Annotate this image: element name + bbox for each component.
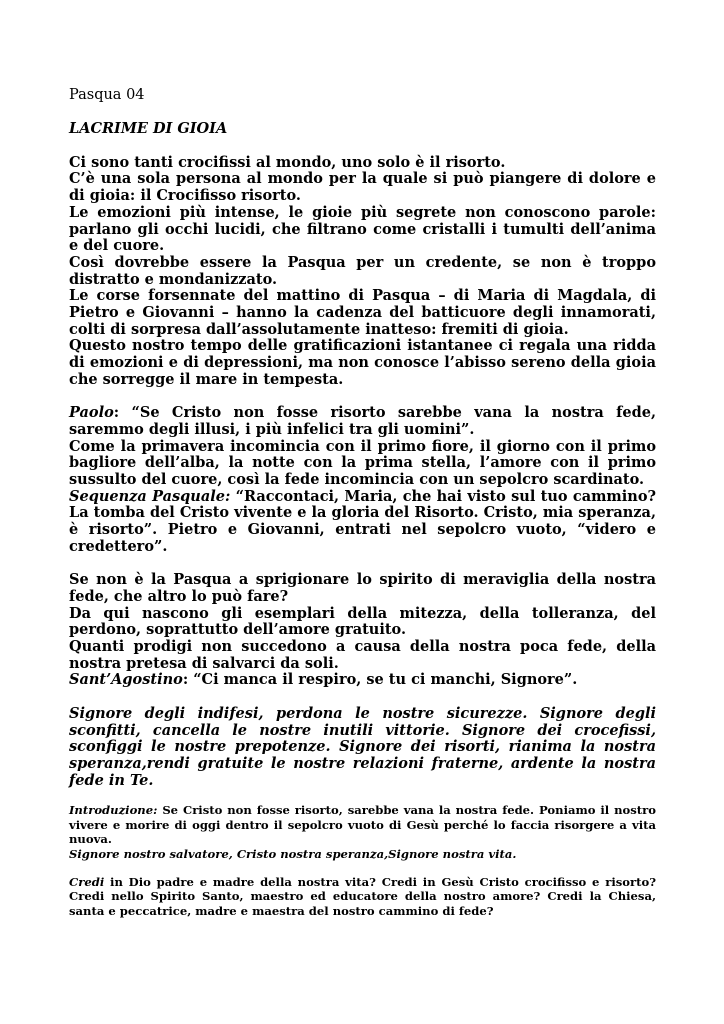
- sequenza-text: “Raccontaci, Maria, che hai visto sul tuo cammino? La tomba del Cristo vivente e la gloria del Risorto. Cristo, mia speranza, è risorto”. Pietro e Giovanni, entrati nel sepolcro vuoto, “videro e credettero”.: [69, 487, 656, 555]
- paragraph: Le corse forsennate del mattino di Pasqua – di Maria di Magdala, di Pietro e Giovanni – hanno la cadenza del batticuore degli innamorati, colti di sorpresa dall’assolutamente inatteso: fremiti di gioia.: [69, 287, 656, 338]
- sequenza-quote: [69, 489, 656, 556]
- paolo-label: Paolo: [69, 404, 114, 422]
- section-quotes: [69, 405, 656, 555]
- paolo-quote: [69, 405, 656, 438]
- section-liturgy-intro: [69, 803, 656, 861]
- credo-paragraph: [69, 875, 656, 918]
- section-wonder: [69, 572, 656, 689]
- introduzione-label: Introduzione:: [69, 803, 158, 818]
- paragraph: Le emozioni più intense, le gioie più segrete non conoscono parole: parlano gli occhi lucidi, che filtrano come cristalli i tumulti dell’anima e del cuore.: [69, 203, 656, 255]
- agostino-label: Sant’Agostino: [69, 671, 183, 689]
- introduzione-response: Signore nostro salvatore, Cristo nostra speranza,Signore nostra vita.: [69, 846, 517, 861]
- agostino-text: : “Ci manca il respiro, se tu ci manchi, Signore”.: [182, 671, 578, 689]
- paragraph: Se non è la Pasqua a sprigionare lo spirito di meraviglia della nostra fede, che altro lo può fare?: [69, 571, 656, 605]
- paolo-text: : “Se Cristo non fosse risorto sarebbe vana la nostra fede, saremmo degli illusi, i più infelici tra gli uomini”.: [69, 404, 656, 438]
- paragraph: Così dovrebbe essere la Pasqua per un credente, se non è troppo distratto e mondanizzato.: [69, 253, 656, 288]
- sequenza-label: Sequenza Pasquale:: [69, 487, 231, 505]
- paragraph: Ci sono tanti crocifissi al mondo, uno solo è il risorto.: [69, 153, 506, 171]
- paragraph: Quanti prodigi non succedono a causa della nostra poca fede, della nostra pretesa di salvarci da soli.: [69, 638, 656, 672]
- document-title: LACRIME DI GIOIA: [69, 120, 228, 137]
- paragraph: Come la primavera incomincia con il primo fiore, il giorno con il primo bagliore dell’alba, la notte con la prima stella, l’amore con il primo sussulto del cuore, così la fede incomincia con un sepolcro scardinato.: [69, 437, 656, 489]
- paragraph: Da qui nascono gli esemplari della mitezza, della tolleranza, del perdono, soprattutto dell’amore gratuito.: [69, 604, 656, 639]
- credo-text: in Dio padre e madre della nostra vita? Credi in Gesù Cristo crocifisso e risorto? Credi nello Spirito Santo, maestro ed educatore della nostro amore? Credi la Chiesa, santa e peccatrice, madre e maestra del nostro cammino di fede?: [69, 874, 656, 918]
- document-header: Pasqua 04: [69, 87, 145, 103]
- paragraph: C’è una sola persona al mondo per la quale si può piangere di dolore e di gioia: il Crocifisso risorto.: [69, 170, 656, 205]
- section-intro-reflection: [69, 155, 656, 389]
- introduzione-paragraph: [69, 803, 656, 846]
- agostino-quote: [69, 672, 656, 689]
- prayer-paragraph: Signore degli indifesi, perdona le nostre sicurezze. Signore degli sconfitti, cancella le nostre inutili vittorie. Signore dei crocefissi, sconfiggi le nostre prepotenze. Signore dei risorti, rianima la nostra speranza,rendi gratuite le nostre relazioni fraterne, ardente la nostra fede in Te.: [69, 704, 656, 789]
- paragraph: Questo nostro tempo delle gratificazioni istantanee ci regala una ridda di emozioni e di depressioni, ma non conosce l’abisso sereno della gioia che sorregge il mare in tempesta.: [69, 337, 656, 388]
- credo-label: Credi: [69, 874, 105, 889]
- introduzione-text: Se Cristo non fosse risorto, sarebbe vana la nostra fede. Poniamo il nostro vivere e morire di oggi dentro il sepolcro vuoto di Gesù perché lo faccia risorgere a vita nuova.: [69, 803, 656, 847]
